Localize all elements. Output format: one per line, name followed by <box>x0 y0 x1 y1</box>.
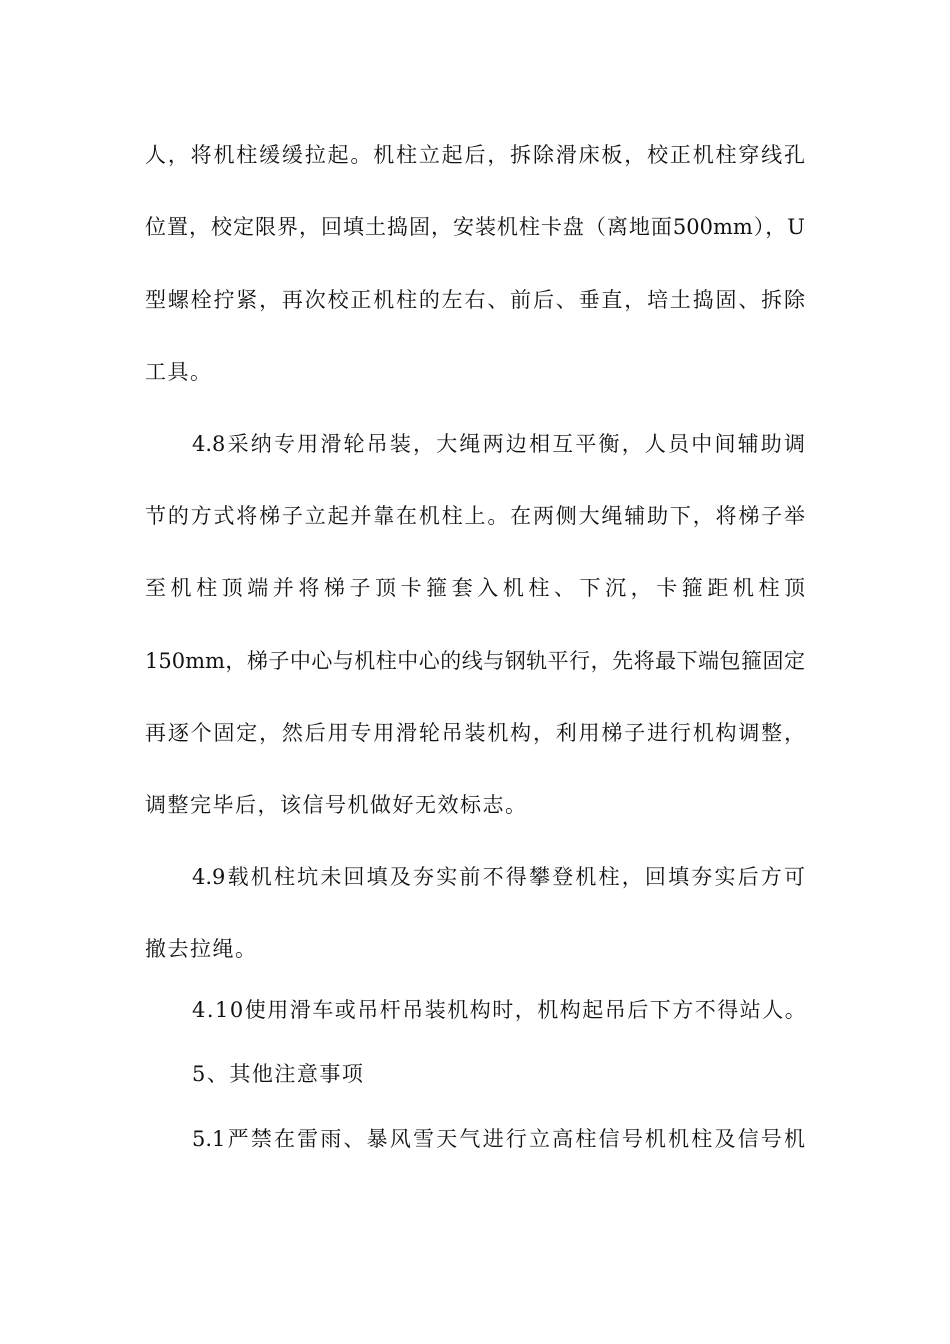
paragraph-5-1-line-1: 5.1严禁在雷雨、暴风雪天气进行立高柱信号机机柱及信号机 <box>192 1127 805 1151</box>
paragraph-4-8-line-1: 4.8采纳专用滑轮吊装，大绳两边相互平衡，人员中间辅助调 <box>192 432 805 456</box>
paragraph-4-8-line-3: 至机柱顶端并将梯子顶卡箍套入机柱、下沉，卡箍距机柱顶 <box>145 576 805 600</box>
paragraph-4-10: 4.10使用滑车或吊杆吊装机构时，机构起吊后下方不得站人。 <box>192 998 808 1022</box>
paragraph-4-9-line-2: 撤去拉绳。 <box>145 937 258 961</box>
text-line-2: 位置，校定限界，回填土捣固，安装机柱卡盘（离地面500mm），U <box>145 215 805 239</box>
paragraph-4-8-line-5: 再逐个固定，然后用专用滑轮吊装机构，利用梯子进行机构调整， <box>145 721 805 745</box>
text-line-1: 人，将机柱缓缓拉起。机柱立起后，拆除滑床板，校正机柱穿线孔 <box>145 143 805 167</box>
paragraph-4-8-line-6: 调整完毕后，该信号机做好无效标志。 <box>145 793 528 817</box>
paragraph-4-9-line-1: 4.9载机柱坑未回填及夯实前不得攀登机柱，回填夯实后方可 <box>192 865 805 889</box>
text-line-3: 型螺栓拧紧，再次校正机柱的左右、前后、垂直，培土捣固、拆除 <box>145 288 805 312</box>
paragraph-4-8-line-4: 150mm，梯子中心与机柱中心的线与钢轨平行，先将最下端包箍固定 <box>145 649 805 673</box>
paragraph-4-8-line-2: 节的方式将梯子立起并靠在机柱上。在两侧大绳辅助下，将梯子举 <box>145 504 805 528</box>
section-5-heading: 5、其他注意事项 <box>192 1062 365 1086</box>
text-line-4: 工具。 <box>145 360 213 384</box>
